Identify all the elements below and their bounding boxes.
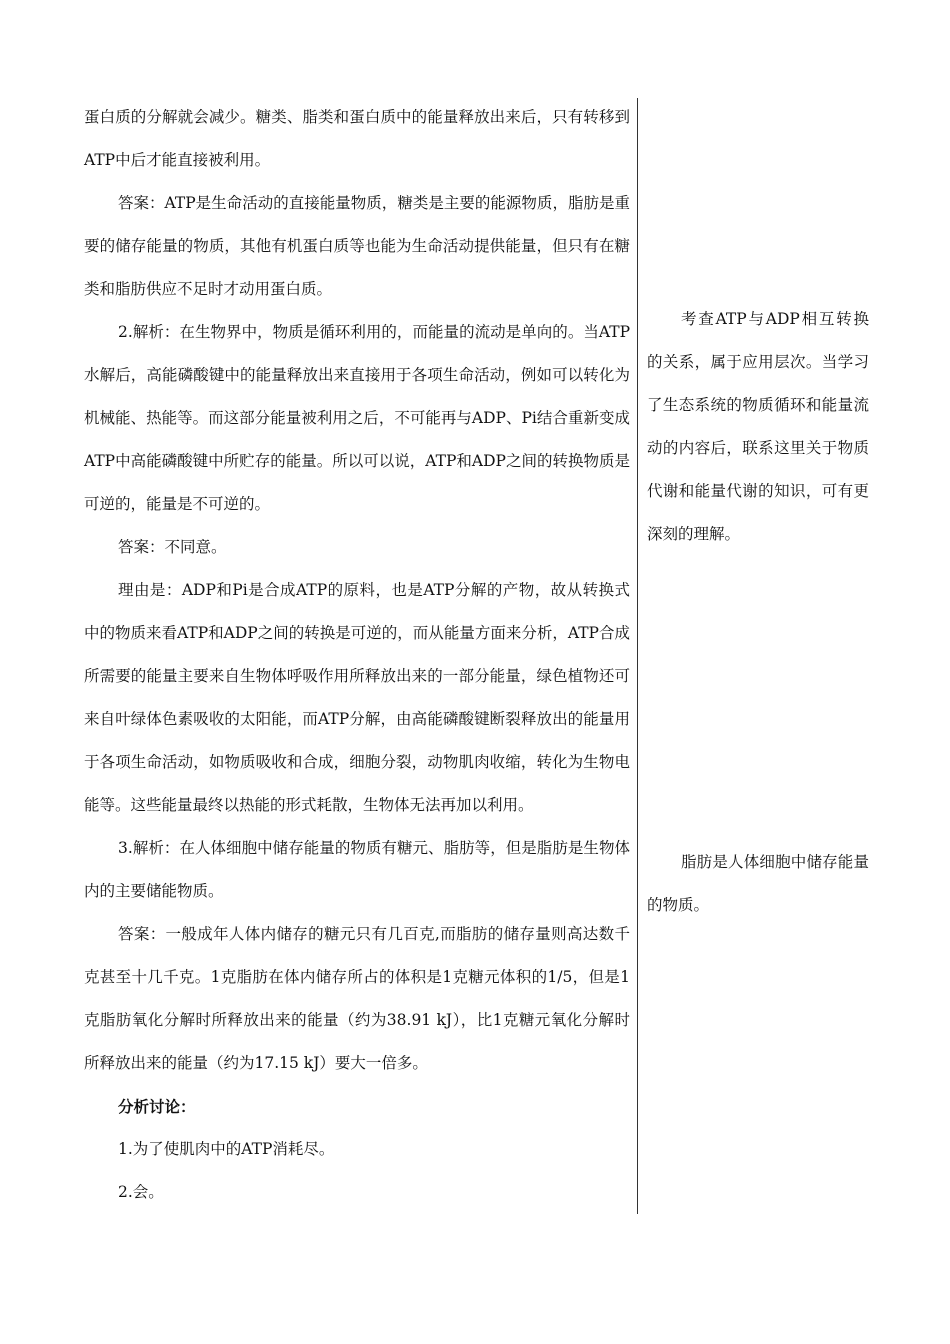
side-note-1 [647,298,869,556]
answer-2: 答案：不同意。 [118,538,227,556]
answer-1: 答案：ATP是生命活动的直接能量物质，糖类是主要的能源物质，脂肪是重要的储存能量的物质，其他有机蛋白质等也能为生命活动提供能量，但只有在糖类和脂肪供应不足时才动用蛋白质。 [84,194,630,298]
side-note-2 [647,841,869,927]
column-divider [637,98,638,1214]
discussion-heading: 分析讨论： [118,1097,196,1116]
analysis-3: 3.解析：在人体细胞中储存能量的物质有糖元、脂肪等，但是脂肪是生物体内的主要储能物质。 [84,839,630,900]
discussion-item-1: 1.为了使肌肉中的ATP消耗尽。 [118,1140,335,1158]
main-column [84,96,630,1214]
paragraph-continuation: 蛋白质的分解就会减少。糖类、脂类和蛋白质中的能量释放出来后，只有转移到ATP中后才能直接被利用。 [84,108,630,169]
side-note-2-text: 脂肪是人体细胞中储存能量的物质。 [647,853,869,914]
reason-2: 理由是：ADP和Pi是合成ATP的原料，也是ATP分解的产物，故从转换式中的物质来看ATP和ADP之间的转换是可逆的，而从能量方面来分析，ATP合成所需要的能量主要来自生物体呼吸作用所释放出来的一部分能量，绿色植物还可来自叶绿体色素吸收的太阳能，而ATP分解，由高能磷酸键断裂释放出的能量用于各项生命活动，如物质吸收和合成，细胞分裂，动物肌肉收缩，转化为生物电能等。这些能量最终以热能的形式耗散，生物体无法再加以利用。 [84,581,630,814]
side-note-1-text: 考查ATP与ADP相互转换的关系，属于应用层次。当学习了生态系统的物质循环和能量流动的内容后，联系这里关于物质代谢和能量代谢的知识，可有更深刻的理解。 [647,310,869,543]
discussion-item-2: 2.会。 [118,1183,164,1201]
analysis-2: 2.解析：在生物界中，物质是循环利用的，而能量的流动是单向的。当ATP水解后，高能磷酸键中的能量释放出来直接用于各项生命活动，例如可以转化为机械能、热能等。而这部分能量被利用之后，不可能再与ADP、Pi结合重新变成ATP中高能磷酸键中所贮存的能量。所以可以说，ATP和ADP之间的转换物质是可逆的，能量是不可逆的。 [84,323,630,513]
answer-3: 答案：一般成年人体内储存的糖元只有几百克,而脂肪的储存量则高达数千克甚至十几千克。1克脂肪在体内储存所占的体积是1克糖元体积的1/5，但是1克脂肪氧化分解时所释放出来的能量（约为38.91 kJ），比1克糖元氧化分解时所释放出来的能量（约为17.15 kJ）要大一倍多。 [84,925,630,1072]
